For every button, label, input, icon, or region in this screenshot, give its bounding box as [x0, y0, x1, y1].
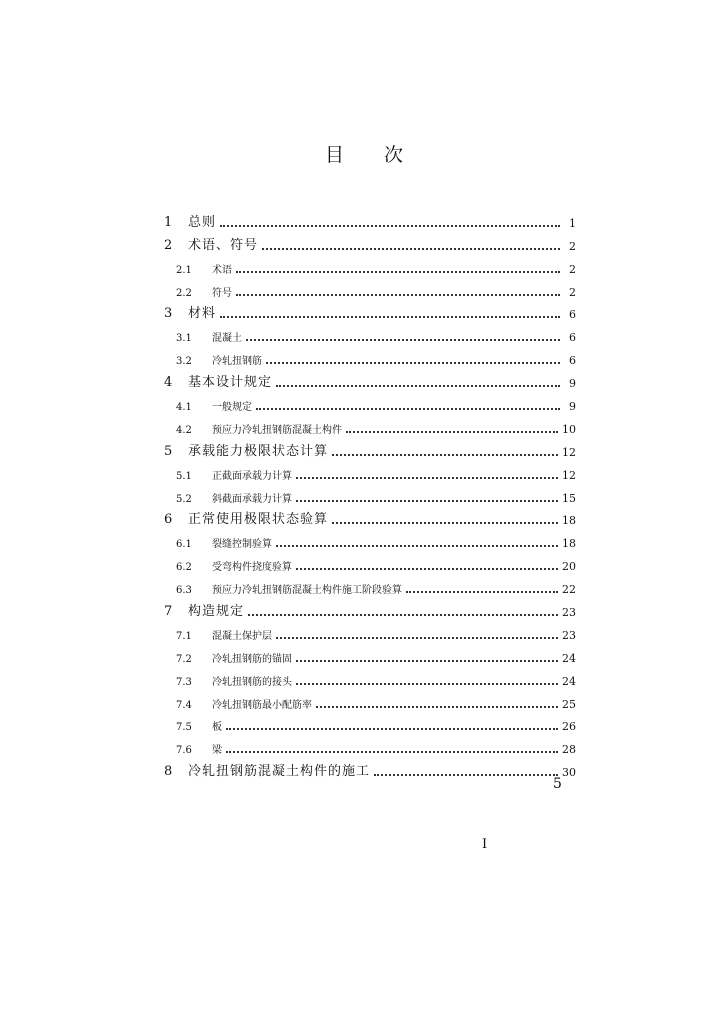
- toc-entry-number: 4.1: [176, 402, 192, 414]
- toc-section-row[interactable]: [160, 527, 580, 550]
- toc-entry-label: 受弯构件挠度验算: [212, 562, 292, 574]
- toc-entry-number: 6: [164, 512, 173, 528]
- toc-entry-page: 10: [562, 422, 576, 436]
- toc-entry-page: 1: [569, 216, 576, 230]
- toc-entry-page: 12: [562, 468, 576, 482]
- toc-entry-number: 7.3: [176, 676, 192, 688]
- toc-section-row[interactable]: [160, 459, 580, 482]
- toc-section-row[interactable]: [160, 619, 580, 642]
- toc-entry-label: 冷轧扭钢筋的接头: [212, 676, 292, 688]
- toc-entry-label: 斜截面承载力计算: [212, 493, 292, 505]
- title-char-2: 次: [384, 144, 404, 166]
- toc-entry-page: 26: [562, 720, 576, 734]
- toc-section-row[interactable]: [160, 573, 580, 596]
- dot-leader: [332, 521, 558, 524]
- toc-entry-label: 承载能力极限状态计算: [188, 443, 329, 459]
- toc-entry-label: 冷轧扭钢筋的锚固: [212, 653, 292, 665]
- toc-entry-number: 6.1: [176, 539, 192, 551]
- toc-entry-label: 材料: [188, 306, 217, 322]
- toc-entry-label: 预应力冷轧扭钢筋混凝土构件施工阶段验算: [212, 585, 402, 597]
- toc-entry-number: 7: [164, 604, 173, 620]
- dot-leader: [236, 270, 560, 273]
- dot-leader: [276, 384, 560, 387]
- dot-leader: [296, 659, 558, 662]
- toc-entry-number: 2: [164, 237, 173, 253]
- toc-chapter-row[interactable]: [160, 436, 580, 459]
- dot-leader: [374, 773, 558, 776]
- table-of-contents: [160, 207, 580, 779]
- dot-leader: [296, 682, 558, 685]
- toc-entry-page: 6: [569, 308, 576, 322]
- toc-chapter-row[interactable]: [160, 596, 580, 619]
- toc-entry-label: 一般规定: [212, 402, 252, 414]
- toc-entry-label: 基本设计规定: [188, 375, 273, 391]
- toc-entry-label: 正常使用极限状态验算: [188, 512, 329, 528]
- toc-entry-label: 冷轧扭钢筋: [212, 356, 262, 368]
- toc-entry-page: 2: [569, 262, 576, 276]
- toc-entry-label: 术语、符号: [188, 237, 259, 253]
- dot-leader: [248, 613, 558, 616]
- toc-entry-number: 5.1: [176, 470, 192, 482]
- toc-entry-number: 5.2: [176, 493, 192, 505]
- toc-section-row[interactable]: [160, 550, 580, 573]
- toc-section-row[interactable]: [160, 642, 580, 665]
- toc-entry-page: 6: [569, 331, 576, 345]
- toc-entry-number: 6.2: [176, 562, 192, 574]
- dot-leader: [262, 247, 560, 250]
- toc-entry-page: 18: [562, 537, 576, 551]
- toc-section-row[interactable]: [160, 390, 580, 413]
- toc-entry-page: 6: [569, 354, 576, 368]
- dot-leader: [220, 224, 560, 227]
- dot-leader: [276, 636, 558, 639]
- toc-entry-number: 7.2: [176, 653, 192, 665]
- dot-leader: [406, 590, 558, 593]
- toc-entry-page: 23: [562, 628, 576, 642]
- toc-entry-page: 9: [569, 400, 576, 414]
- toc-entry-number: 3.2: [176, 356, 192, 368]
- dot-leader: [296, 499, 558, 502]
- dot-leader: [226, 727, 558, 730]
- toc-entry-page: 18: [562, 514, 576, 528]
- toc-entry-label: 板: [212, 722, 222, 734]
- toc-entry-number: 7.1: [176, 630, 192, 642]
- toc-entry-number: 3.1: [176, 333, 192, 345]
- toc-section-row[interactable]: [160, 482, 580, 505]
- toc-entry-label: 术语: [212, 264, 232, 276]
- toc-entry-label: 冷轧扭钢筋最小配筋率: [212, 699, 312, 711]
- dot-leader: [226, 750, 558, 753]
- toc-entry-label: 正截面承载力计算: [212, 470, 292, 482]
- toc-chapter-row[interactable]: [160, 207, 580, 230]
- toc-entry-label: 符号: [212, 287, 232, 299]
- dot-leader: [246, 338, 560, 341]
- toc-chapter-row[interactable]: [160, 299, 580, 322]
- dot-leader: [236, 293, 560, 296]
- dot-leader: [276, 544, 558, 547]
- toc-entry-number: 7.5: [176, 722, 192, 734]
- dot-leader: [266, 361, 560, 364]
- toc-section-row[interactable]: [160, 413, 580, 436]
- toc-entry-label: 总则: [188, 214, 217, 230]
- dot-leader: [296, 476, 558, 479]
- toc-section-row[interactable]: [160, 733, 580, 756]
- roman-page-number: I: [482, 837, 488, 852]
- toc-entry-number: 1: [164, 214, 173, 230]
- toc-entry-page: 24: [562, 674, 576, 688]
- toc-entry-number: 8: [164, 764, 173, 780]
- toc-chapter-row[interactable]: [160, 756, 580, 779]
- toc-entry-number: 3: [164, 306, 173, 322]
- toc-section-row[interactable]: [160, 711, 580, 734]
- toc-entry-page: 30: [562, 766, 576, 780]
- toc-entry-number: 5: [164, 443, 173, 459]
- toc-entry-label: 冷轧扭钢筋混凝土构件的施工: [188, 764, 371, 780]
- toc-entry-page: 20: [562, 560, 576, 574]
- toc-section-row[interactable]: [160, 344, 580, 367]
- toc-entry-label: 裂缝控制验算: [212, 539, 272, 551]
- toc-chapter-row[interactable]: [160, 367, 580, 390]
- toc-section-row[interactable]: [160, 665, 580, 688]
- toc-entry-number: 2.2: [176, 287, 192, 299]
- page-number: 5: [553, 776, 562, 792]
- toc-chapter-row[interactable]: [160, 505, 580, 528]
- toc-entry-page: 22: [562, 583, 576, 597]
- toc-entry-page: 28: [562, 743, 576, 757]
- toc-section-row[interactable]: [160, 688, 580, 711]
- toc-entry-page: 25: [562, 697, 576, 711]
- toc-entry-number: 4: [164, 375, 173, 391]
- toc-entry-page: 9: [569, 377, 576, 391]
- toc-entry-number: 6.3: [176, 585, 192, 597]
- toc-entry-label: 混凝土: [212, 333, 242, 345]
- dot-leader: [220, 315, 560, 318]
- toc-entry-number: 7.4: [176, 699, 192, 711]
- toc-section-row[interactable]: [160, 253, 580, 276]
- toc-entry-label: 构造规定: [188, 604, 245, 620]
- dot-leader: [296, 567, 558, 570]
- toc-entry-number: 4.2: [176, 424, 192, 436]
- toc-entry-label: 梁: [212, 745, 222, 757]
- toc-entry-page: 15: [562, 491, 576, 505]
- toc-entry-page: 2: [569, 285, 576, 299]
- toc-entry-page: 24: [562, 651, 576, 665]
- toc-entry-label: 混凝土保护层: [212, 630, 272, 642]
- page-title: [0, 140, 728, 167]
- toc-entry-number: 7.6: [176, 745, 192, 757]
- dot-leader: [346, 430, 558, 433]
- toc-section-row[interactable]: [160, 321, 580, 344]
- dot-leader: [332, 453, 558, 456]
- toc-chapter-row[interactable]: [160, 230, 580, 253]
- dot-leader: [316, 705, 558, 708]
- toc-entry-page: 23: [562, 606, 576, 620]
- title-char-1: 目: [324, 144, 344, 166]
- toc-entry-page: 12: [562, 445, 576, 459]
- toc-entry-page: 2: [569, 239, 576, 253]
- toc-section-row[interactable]: [160, 276, 580, 299]
- dot-leader: [256, 407, 560, 410]
- toc-entry-number: 2.1: [176, 264, 192, 276]
- toc-entry-label: 预应力冷轧扭钢筋混凝土构件: [212, 424, 342, 436]
